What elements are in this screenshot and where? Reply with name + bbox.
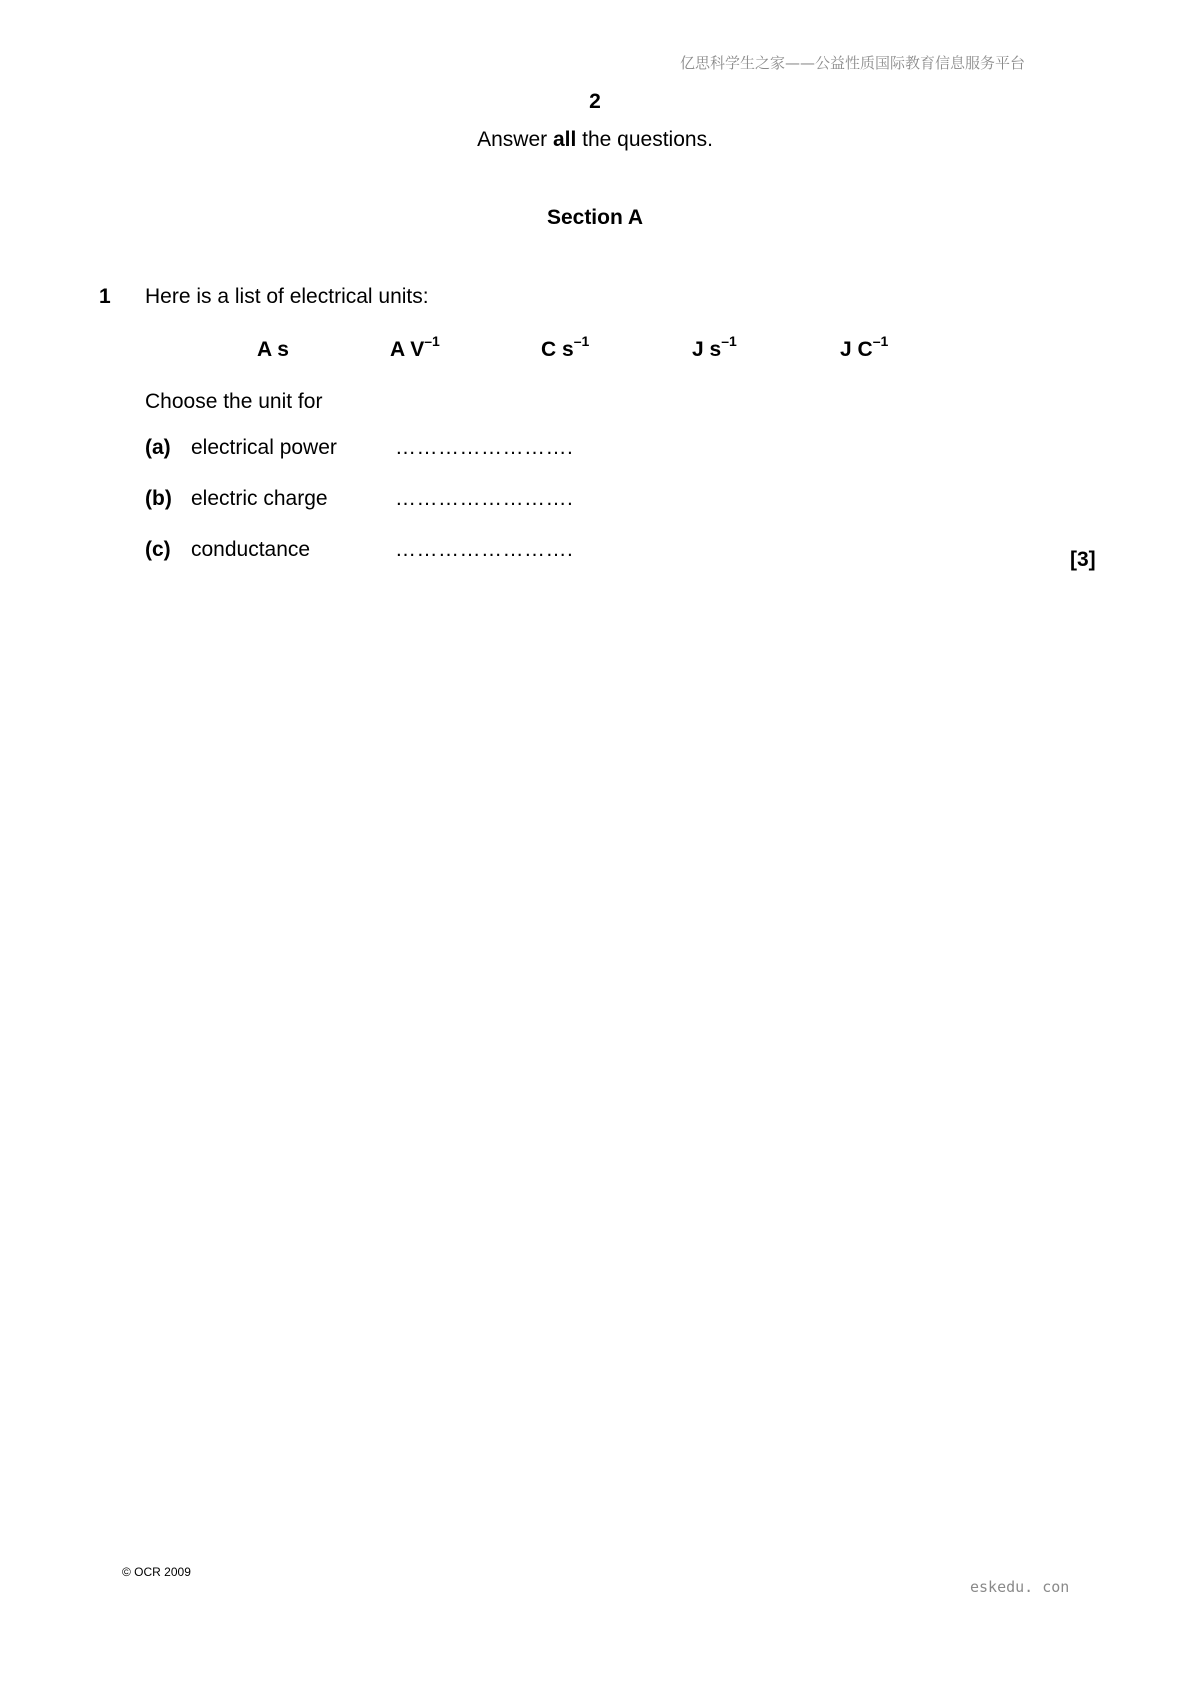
part-text: electric charge (191, 487, 328, 510)
unit-base: A s (257, 338, 289, 361)
question-stem: Here is a list of electrical units: (145, 285, 429, 308)
unit-exponent: –1 (573, 333, 590, 349)
part-label: (a) (145, 436, 171, 459)
answer-line[interactable]: ……………………. (395, 436, 574, 459)
section-title: Section A (546, 206, 644, 229)
answer-line[interactable]: ……………………. (395, 487, 574, 510)
unit-base: J s (692, 338, 722, 361)
question-number: 1 (99, 285, 111, 308)
unit-option (840, 333, 889, 362)
copyright-notice: © OCR 2009 (122, 1565, 191, 1579)
marks-allocation: [3] (1070, 548, 1096, 571)
part-label: (b) (145, 487, 172, 510)
part-text: electrical power (191, 436, 337, 459)
unit-base: C s (541, 338, 574, 361)
part-text: conductance (191, 538, 311, 561)
question-part-b (145, 487, 1095, 515)
unit-exponent: –1 (721, 333, 737, 349)
unit-option (390, 333, 440, 362)
header-watermark: 亿思科学生之家——公益性质国际教育信息服务平台 (680, 54, 1026, 72)
part-label: (c) (145, 538, 171, 561)
instruction-line (0, 128, 1190, 152)
footer-watermark: eskedu. con (970, 1578, 1070, 1596)
question-prompt: Choose the unit for (145, 390, 323, 413)
question-part-a (145, 436, 1095, 464)
instruction-text-before: Answer (477, 128, 553, 151)
question-part-c (145, 538, 1095, 566)
unit-base: A V (390, 338, 425, 361)
unit-exponent: –1 (872, 333, 889, 349)
instruction-emphasis: all (552, 128, 577, 151)
answer-line[interactable]: ……………………. (395, 538, 574, 561)
unit-exponent: –1 (424, 333, 440, 349)
page-number: 2 (589, 90, 601, 113)
unit-base: J C (840, 338, 873, 361)
unit-option (692, 333, 737, 362)
instruction-text-after: the questions. (576, 128, 713, 151)
unit-option (257, 338, 289, 362)
unit-option (541, 333, 590, 362)
